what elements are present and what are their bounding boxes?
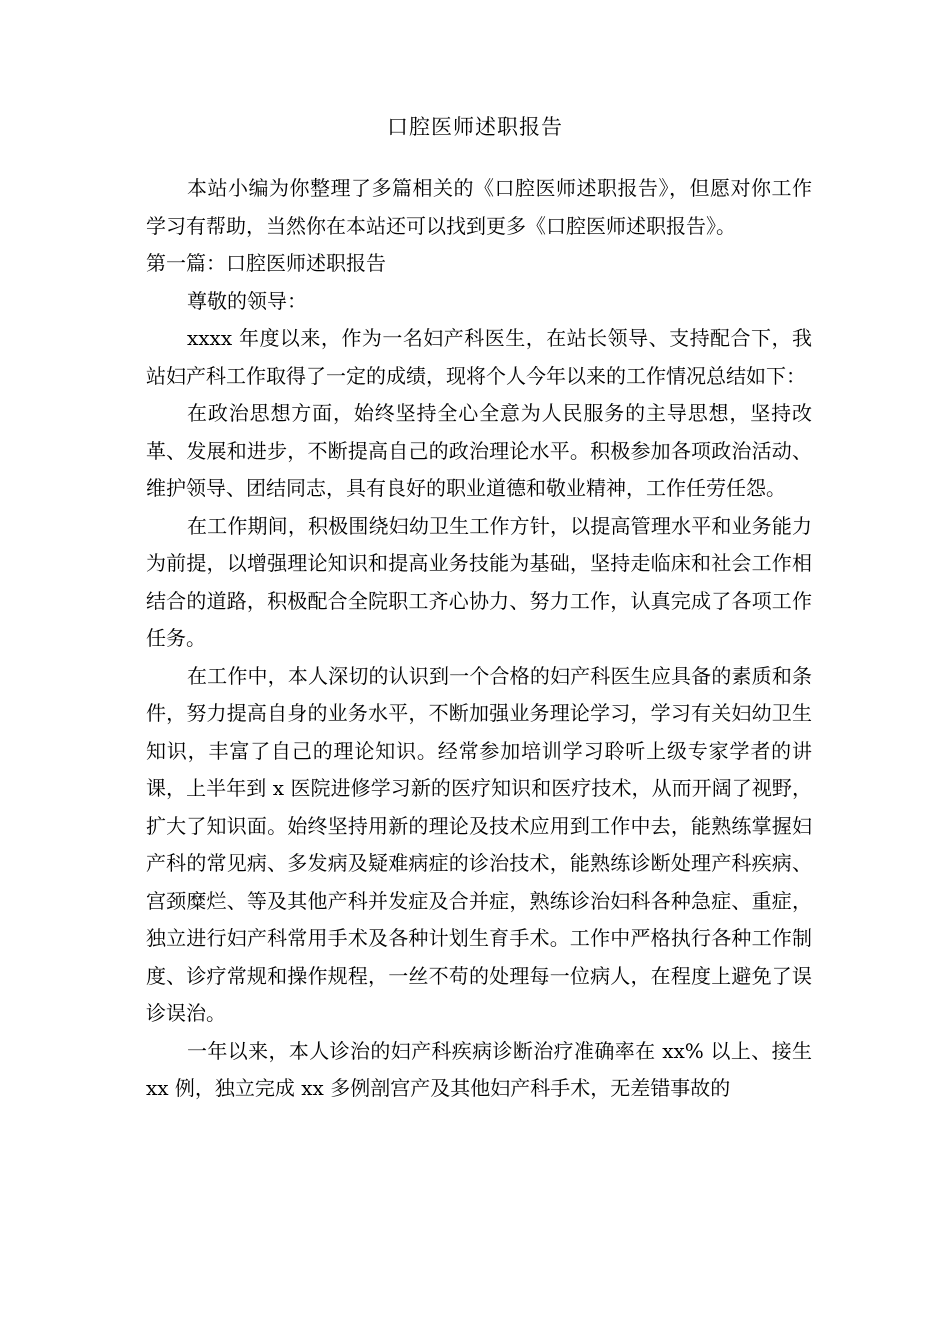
body-paragraph: 在工作期间，积极围绕妇幼卫生工作方针，以提高管理水平和业务能力为前提，以增强理论知识和提高业务技能为基础，坚持走临床和社会工作相结合的道路，积极配合全院职工齐心协力、努力工作，认真完成了各项工作任务。 <box>146 513 812 650</box>
body-paragraph: 一年以来，本人诊治的妇产科疾病诊断治疗准确率在 xx% 以上、接生 xx 例，独立完成 xx 多例剖宫产及其他妇产科手术，无差错事故的 <box>146 1038 812 1100</box>
salutation: 尊敬的领导： <box>187 288 307 313</box>
document-body <box>146 170 812 1108</box>
document-title: 口腔医师述职报告 <box>387 115 563 139</box>
body-paragraph: 在工作中，本人深切的认识到一个合格的妇产科医生应具备的素质和条件，努力提高自身的业务水平，不断加强业务理论学习，学习有关妇幼卫生知识，丰富了自己的理论知识。经常参加培训学习聆听上级专家学者的讲课，上半年到 x 医院进修学习新的医疗知识和医疗技术，从而开阔了视野，扩大了知识面。始终坚持用新的理论及技术应用到工作中去，能熟练掌握妇产科的常见病、多发病及疑难病症的诊治技术，能熟练诊断处理产科疾病、宫颈糜烂、等及其他产科并发症及合并症，熟练诊治妇科各种急症、重症，独立进行妇产科常用手术及各种计划生育手术。工作中严格执行各种工作制度、诊疗常规和操作规程，一丝不苟的处理每一位病人，在程度上避免了误诊误治。 <box>146 663 812 1025</box>
body-paragraph: 在政治思想方面，始终坚持全心全意为人民服务的主导思想，坚持改革、发展和进步，不断提高自己的政治理论水平。积极参加各项政治活动、维护领导、团结同志，具有良好的职业道德和敬业精神，工作任劳任怨。 <box>146 401 812 500</box>
intro-paragraph: 本站小编为你整理了多篇相关的《口腔医师述职报告》，但愿对你工作学习有帮助，当然你在本站还可以找到更多《口腔医师述职报告》。 <box>146 176 812 238</box>
body-paragraph: xxxx 年度以来，作为一名妇产科医生，在站长领导、支持配合下，我站妇产科工作取得了一定的成绩，现将个人今年以来的工作情况总结如下： <box>146 326 812 388</box>
section-heading: 第一篇：口腔医师述职报告 <box>146 251 386 275</box>
